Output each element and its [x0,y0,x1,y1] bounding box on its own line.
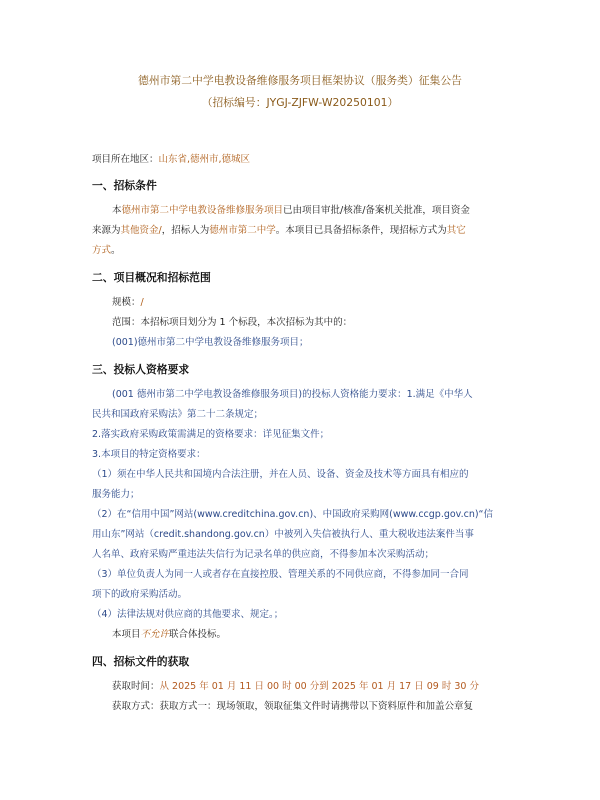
joint-bid-status: 不允许 [140,629,170,640]
obtain-method-line [92,697,522,717]
section-heading-overview: 二、项目概况和招标范围 [92,271,211,284]
text-fragment: ，招标人为 [161,225,210,236]
tender-method: 其它 [446,225,466,236]
qualification-3-3a: （3）单位负责人为同一人或者存在直接控股、管理关系的不同供应商，不得参加同一合同 [92,569,469,580]
text-fragment: 来源为 [92,225,121,236]
qualification-line-1b: 民共和国政府采购法》第二十二条规定； [92,409,264,420]
obtain-time-label: 获取时间： [112,681,160,692]
tenderer-name: 德州市第二中学 [209,225,276,236]
qualification-line-1a: (001 德州市第二中学电教设备维修服务项目)的投标人资格能力要求：1.满足《中华人 [112,389,473,400]
section-heading-obtain-docs: 四、招标文件的获取 [92,655,190,668]
tender-code-line [0,96,600,110]
lot-line: (001)德州市第二中学电教设备维修服务项目； [112,337,309,348]
scale-value: / [140,297,144,308]
qualification-3-2b: 用山东”网站（credit.shandong.gov.cn）中被列入失信被执行人、重大税收违法案件当事 [92,529,474,540]
tender-conditions-line-2 [92,221,522,241]
obtain-time-value: 从 2025 年 01 月 11 日 00 时 00 分到 2025 年 01 月 17 日 09 时 30 分 [159,681,479,692]
qualification-line-2: 2.落实政府采购政策需满足的资格要求：详见征集文件； [92,429,330,440]
qualification-3-1b: 服务能力； [92,489,140,500]
location-value: 山东省,德州市,德城区 [158,154,251,165]
text-fragment: 本 [112,205,122,216]
project-location [92,150,522,169]
tender-code-prefix: （招标编号： [201,96,267,109]
qualification-3-2c: 人名单、政府采购严重违法失信行为记录名单的供应商，不得参加本次采购活动； [92,549,435,560]
section-heading-qualifications: 三、投标人资格要求 [92,363,190,376]
tender-code: JYGJ-ZJFW-W20250101 [266,96,388,109]
tender-code-suffix: ） [387,96,399,109]
tender-method-cont: 方式 [92,245,112,256]
text-fragment: 本项目 [112,629,141,640]
obtain-time-line [92,677,522,697]
qualification-3-2a: （2）在“信用中国”网站(www.creditchina.gov.cn)、中国政府采购网(www.ccgp.gov.cn)“信 [92,509,493,520]
qualification-line-3: 3.本项目的特定资格要求： [92,449,206,460]
document-title-block [0,74,600,110]
tender-conditions-line-3 [92,241,522,261]
text-fragment: 。本项目已具备招标条件，现招标方式为 [275,225,447,236]
qualification-3-1a: （1）须在中华人民共和国境内合法注册，并在人员、设备、资金及技术等方面具有相应的 [92,469,469,480]
document-body [92,150,522,717]
obtain-method-label: 获取方式： [112,701,160,712]
location-label: 项目所在地区： [92,154,159,165]
qualification-3-3b: 项下的政府采购活动。 [92,589,188,600]
project-name: 德州市第二中学电教设备维修服务项目 [121,205,284,216]
scale-line [92,293,522,313]
scale-label: 规模： [112,297,141,308]
joint-bid-line [92,625,522,645]
qualification-3-4: （4）法律法规对供应商的其他要求、规定。； [92,609,284,620]
document-title: 德州市第二中学电教设备维修服务项目框架协议（服务类）征集公告 [138,74,462,87]
text-fragment: 联合体投标。 [169,629,227,640]
scope-line: 范围：本招标项目划分为 1 个标段，本次招标为其中的： [112,317,353,328]
tender-conditions-line-1 [92,201,522,221]
fund-source: 其他资金/ [120,225,162,236]
text-fragment: 已由项目审批/核准/备案机关批准，项目资金 [283,205,470,216]
text-fragment: 。 [111,245,121,256]
section-heading-tender-conditions: 一、招标条件 [92,179,157,192]
obtain-method-value: 获取方式一：现场领取，领取征集文件时请携带以下资料原件和加盖公章复 [159,701,474,712]
